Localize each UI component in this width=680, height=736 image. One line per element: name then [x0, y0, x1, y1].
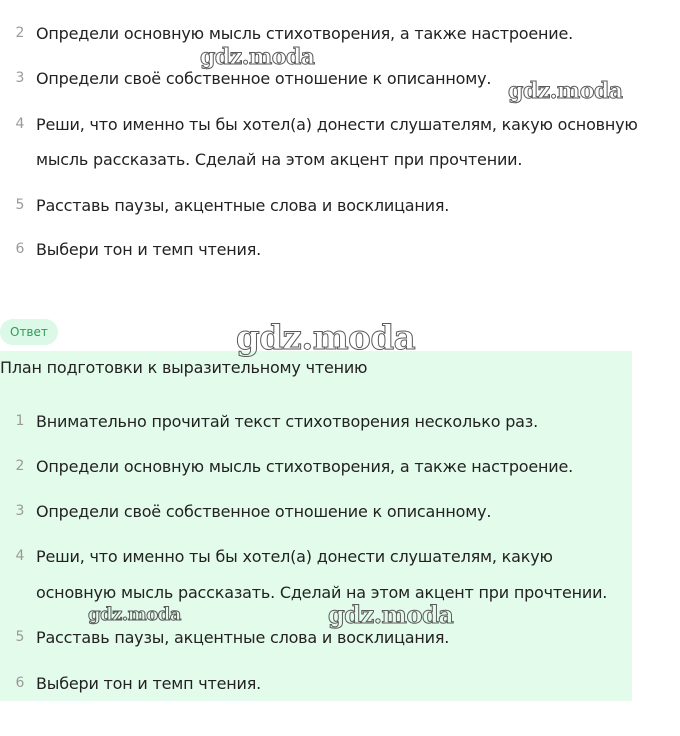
item-text: Определи основную мысль стихотворения, а также настроение.: [36, 24, 574, 43]
item-text-cont: мысль рассказать. Сделай на этом акцент при прочтении.: [36, 150, 523, 169]
item-number: 6: [15, 675, 25, 691]
item-text: Расставь паузы, акцентные слова и восклицания.: [36, 628, 450, 647]
item-number: 3: [15, 70, 25, 86]
item-text: Определи своё собственное отношение к описанному.: [36, 502, 492, 521]
item-text: Расставь паузы, акцентные слова и восклицания.: [36, 196, 450, 215]
item-text: Выбери тон и темп чтения.: [36, 674, 262, 693]
item-text: Внимательно прочитай текст стихотворения несколько раз.: [36, 412, 538, 431]
item-text: Реши, что именно ты бы хотел(а) донести слушателям, какую: [36, 547, 553, 566]
watermark: gdz.moda: [328, 600, 454, 629]
item-number: 5: [15, 197, 25, 213]
watermark: gdz.moda: [88, 604, 181, 625]
item-number: 4: [15, 548, 25, 564]
watermark: gdz.moda: [200, 44, 315, 70]
item-number: 2: [15, 458, 25, 474]
watermark: gdz.moda: [508, 78, 623, 104]
answer-badge: Ответ: [0, 319, 58, 345]
item-text: Выбери тон и темп чтения.: [36, 240, 262, 259]
watermark: gdz.moda: [236, 318, 416, 358]
item-text: Реши, что именно ты бы хотел(а) донести слушателям, какую основную: [36, 115, 638, 134]
item-text: Определи своё собственное отношение к описанному.: [36, 69, 492, 88]
item-number: 6: [15, 241, 25, 257]
item-text-cont: основную мысль рассказать. Сделай на этом акцент при прочтении.: [36, 583, 608, 602]
item-number: 2: [15, 25, 25, 41]
item-number: 5: [15, 629, 25, 645]
answer-heading: План подготовки к выразительному чтению: [0, 358, 368, 377]
item-text: Определи основную мысль стихотворения, а также настроение.: [36, 457, 574, 476]
item-number: 4: [15, 116, 25, 132]
item-number: 1: [15, 413, 25, 429]
item-number: 3: [15, 503, 25, 519]
